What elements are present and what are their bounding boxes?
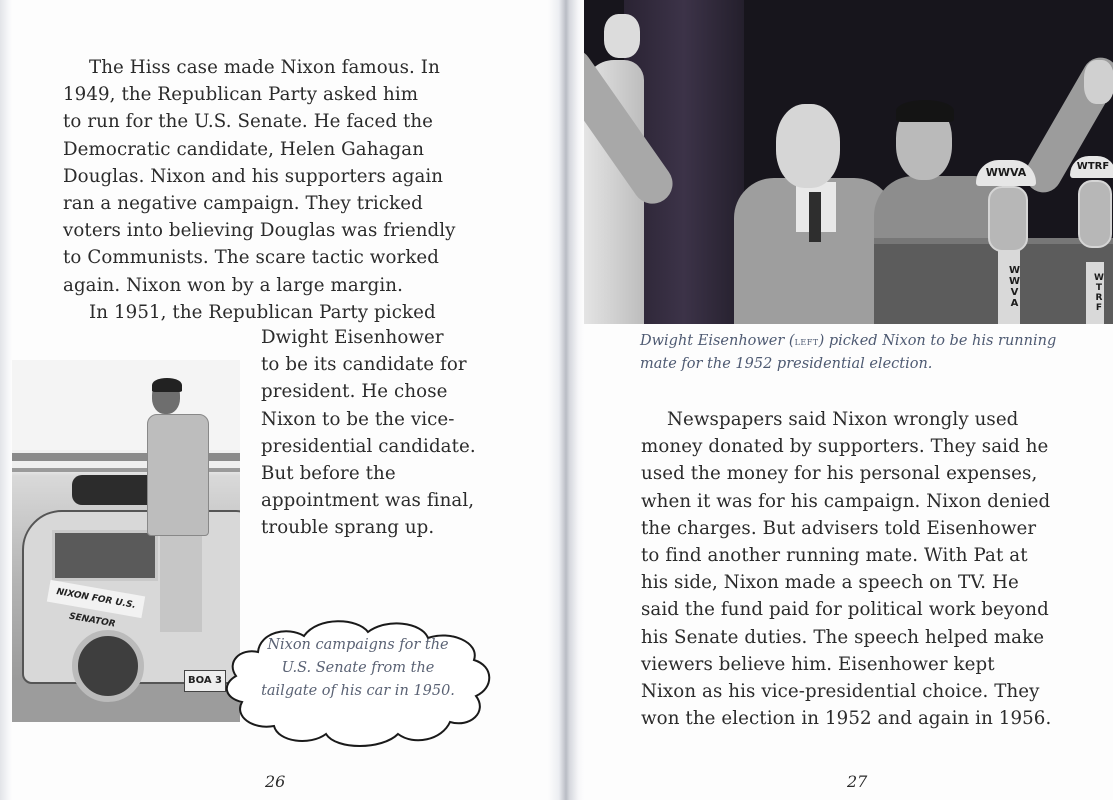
- right-paragraph: [641, 406, 1081, 732]
- text-line: 1949, the Republican Party asked him: [63, 84, 419, 106]
- text-line: again. Nixon won by a large margin.: [63, 274, 403, 296]
- thought-bubble-caption: [218, 604, 498, 754]
- text-line: Newspapers said Nixon wrongly used: [667, 409, 1019, 430]
- cloud-caption-text: [248, 634, 468, 703]
- photo-car-wheel: [72, 630, 144, 702]
- photo-caption: [640, 330, 1080, 376]
- text-line: Democratic candidate, Helen Gahagan: [63, 138, 425, 160]
- text-line: won the election in 1952 and again in 1956.: [641, 708, 1052, 730]
- microphone-icon: [988, 186, 1028, 252]
- mic-stand-label-wwva: WWVA: [998, 250, 1020, 324]
- text-line: The Hiss case made Nixon famous. In: [89, 57, 440, 78]
- mic-flag-wtrf: WTRF: [1070, 156, 1113, 178]
- text-line: In 1951, the Republican Party picked: [89, 301, 436, 323]
- text-line: presidential candidate.: [261, 435, 476, 457]
- text-line: president. He chose: [261, 381, 448, 403]
- photo-eisenhower-hand: [604, 14, 640, 58]
- eisenhower-nixon-photo: [584, 0, 1113, 324]
- text-line: Douglas. Nixon and his supporters again: [63, 165, 444, 187]
- left-paragraph-2-wrapped: [261, 324, 491, 542]
- caption-text: Dwight Eisenhower (: [640, 333, 795, 349]
- photo-nixon-hair: [896, 100, 954, 122]
- caption-line: U.S. Senate from the: [281, 660, 435, 676]
- page-number-left: 26: [265, 772, 286, 791]
- caption-line: tailgate of his car in 1950.: [261, 683, 455, 699]
- mic-flag-wwva: WWVA: [976, 160, 1036, 186]
- caption-line: Nixon campaigns for the: [267, 637, 449, 653]
- text-line: Nixon as his vice-presidential choice. They: [641, 681, 1040, 703]
- car-campaign-sign: NIXON FOR U.S. SENATOR: [47, 580, 145, 618]
- photo-podium: [874, 238, 1113, 324]
- text-line: the charges. But advisers told Eisenhower: [641, 517, 1037, 539]
- photo-nixon-hair: [152, 378, 182, 392]
- text-line: ran a negative campaign. They tricked: [63, 193, 423, 215]
- microphone-icon: [1078, 180, 1112, 248]
- photo-eisenhower-head: [776, 104, 840, 188]
- caption-smallcaps: left: [794, 334, 819, 348]
- text-line: said the fund paid for political work beyond: [641, 599, 1049, 621]
- caption-line: mate for the 1952 presidential election.: [640, 356, 933, 372]
- nixon-campaign-photo: [12, 360, 240, 722]
- photo-nixon-legs: [160, 532, 202, 632]
- photo-nixon-hand: [1084, 60, 1113, 104]
- text-line: Nixon to be the vice-: [261, 408, 455, 430]
- photo-car-window: [52, 530, 158, 581]
- text-line: to find another running mate. With Pat at: [641, 545, 1028, 567]
- page-number-right: 27: [847, 772, 868, 791]
- text-line: trouble sprang up.: [261, 517, 435, 539]
- text-line: his Senate duties. The speech helped make: [641, 626, 1045, 648]
- text-line: to run for the U.S. Senate. He faced the: [63, 111, 434, 133]
- text-line: viewers believe him. Eisenhower kept: [641, 653, 995, 675]
- book-spine-gutter: [548, 0, 584, 800]
- text-line: when it was for his campaign. Nixon denied: [641, 490, 1051, 512]
- left-paragraph-1: [63, 54, 483, 326]
- text-line: voters into believing Douglas was friendly: [63, 220, 456, 242]
- caption-text: ) picked Nixon to be his running: [818, 333, 1057, 349]
- caption-line: [640, 330, 1080, 353]
- text-line: Dwight Eisenhower: [261, 327, 444, 348]
- text-line: money donated by supporters. They said he: [641, 436, 1049, 458]
- photo-eisenhower-tie: [809, 192, 821, 242]
- text-line: to be its candidate for: [261, 354, 467, 376]
- mic-stand-label-wtrf: WTRF: [1086, 262, 1104, 324]
- text-line: appointment was final,: [261, 490, 475, 512]
- page-edge: [0, 0, 12, 800]
- text-line: But before the: [261, 463, 396, 485]
- license-plate: BOA 3: [184, 670, 226, 692]
- text-line: to Communists. The scare tactic worked: [63, 247, 440, 269]
- text-line: his side, Nixon made a speech on TV. He: [641, 572, 1019, 594]
- photo-nixon-suit: [147, 414, 209, 536]
- text-line: used the money for his personal expenses,: [641, 463, 1038, 485]
